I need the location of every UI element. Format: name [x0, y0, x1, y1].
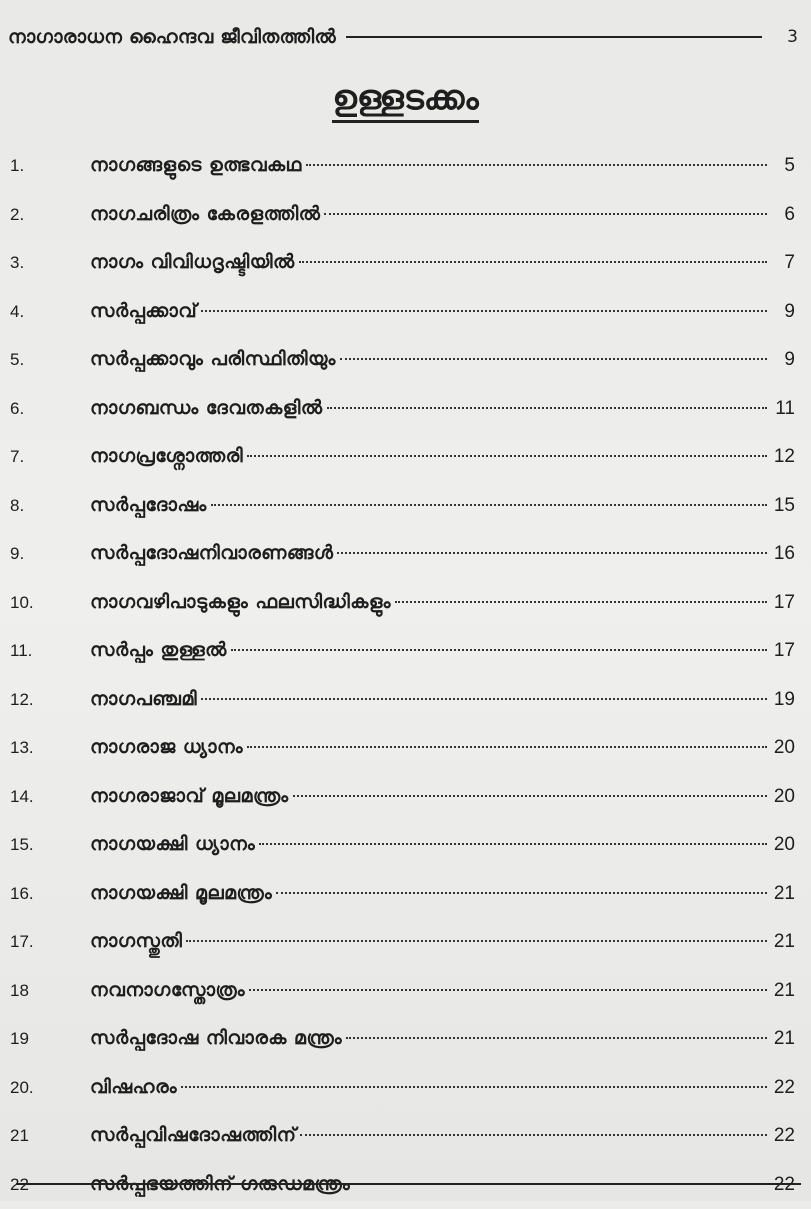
toc-entry-title: നവനാഗസ്തോത്രം [90, 966, 245, 1015]
toc-entry-title: നാഗവഴിപാടുകളും ഫലസിദ്ധികളും [90, 578, 391, 627]
toc-entry-title: നാഗയക്ഷി മൂലമന്ത്രം [90, 869, 272, 918]
toc-entry[interactable] [10, 820, 795, 869]
toc-entry-page: 21 [771, 967, 795, 1016]
toc-entry-number: 4. [10, 288, 90, 337]
toc-entry-page: 22 [771, 1161, 795, 1209]
toc-entry-page: 5 [771, 142, 795, 191]
dot-leader [395, 601, 767, 603]
toc-entry-title: നാഗപ്രശ്നോത്തരി [90, 432, 243, 481]
toc-entry-number: 15. [10, 821, 90, 870]
toc-entry-number: 3. [10, 239, 90, 288]
toc-entry-title: സർപ്പഭയത്തിന് ഗരുഡമന്ത്രം [90, 1160, 350, 1209]
toc-entry-number: 22 [10, 1161, 90, 1209]
toc-entry[interactable] [10, 723, 795, 772]
toc-entry[interactable] [10, 190, 795, 239]
toc-entry-page: 17 [771, 627, 795, 676]
toc-entry-number: 7. [10, 433, 90, 482]
toc-entry-title: സർപ്പം തുള്ളൽ [90, 626, 227, 675]
toc-entry-title: നാഗരാജാവ് മൂലമന്ത്രം [90, 772, 289, 821]
toc-entry-page: 7 [771, 239, 795, 288]
toc-entry-title: സർപ്പക്കാവും പരിസ്ഥിതിയും [90, 335, 336, 384]
dot-leader [324, 213, 767, 215]
toc-entry-page: 22 [771, 1112, 795, 1161]
toc-entry-title: നാഗസ്തുതി [90, 917, 182, 966]
toc-entry[interactable] [10, 578, 795, 627]
toc-entry[interactable] [10, 481, 795, 530]
toc-entry[interactable] [10, 966, 795, 1015]
dot-leader [259, 843, 767, 845]
toc-heading [0, 78, 811, 118]
toc-entry-page: 9 [771, 288, 795, 337]
toc-entry[interactable] [10, 626, 795, 675]
toc-entry-number: 20. [10, 1064, 90, 1113]
toc-entry-page: 6 [771, 191, 795, 240]
dot-leader [249, 989, 767, 991]
toc-entry-page: 20 [771, 821, 795, 870]
dot-leader [247, 455, 767, 457]
dot-leader [299, 261, 767, 263]
dot-leader [346, 1037, 767, 1039]
toc-entry-page: 12 [771, 433, 795, 482]
dot-leader [293, 795, 767, 797]
dot-leader [247, 746, 767, 748]
dot-leader [327, 407, 767, 409]
toc-entry-number: 1. [10, 142, 90, 191]
dot-leader [211, 504, 767, 506]
dot-leader [306, 164, 767, 166]
header-rule [346, 36, 762, 38]
toc-entry-page: 16 [771, 530, 795, 579]
toc-entry[interactable] [10, 238, 795, 287]
toc-entry[interactable] [10, 917, 795, 966]
toc-entry-page: 22 [771, 1064, 795, 1113]
toc-entry-number: 10. [10, 579, 90, 628]
dot-leader [276, 892, 767, 894]
toc-entry-title: നാഗം വിവിധദൃഷ്ടിയിൽ [90, 238, 295, 287]
toc-entry[interactable] [10, 1063, 795, 1112]
toc-entry-page: 21 [771, 1015, 795, 1064]
toc-entry-page: 11 [771, 385, 795, 434]
toc-entry[interactable] [10, 869, 795, 918]
toc-entry-title: നാഗരാജ ധ്യാനം [90, 723, 243, 772]
dot-leader [201, 698, 767, 700]
toc-entry-title: സർപ്പദോഷം [90, 481, 207, 530]
header-title: നാഗാരാധന ഹൈന്ദവ ജീവിതത്തിൽ [8, 26, 336, 48]
toc-entry-number: 21 [10, 1112, 90, 1161]
toc-entry-page: 19 [771, 676, 795, 725]
toc-entry-page: 15 [771, 482, 795, 531]
dot-leader [300, 1134, 767, 1136]
toc-entry-number: 14. [10, 773, 90, 822]
toc-entry[interactable] [10, 384, 795, 433]
toc-entry-number: 2. [10, 191, 90, 240]
running-header [8, 22, 798, 52]
toc-entry[interactable] [10, 432, 795, 481]
toc-entry-number: 5. [10, 336, 90, 385]
dot-leader [186, 940, 767, 942]
toc-entry[interactable] [10, 529, 795, 578]
toc-entry-page: 9 [771, 336, 795, 385]
toc-entry-title: സർപ്പദോഷനിവാരണങ്ങൾ [90, 529, 333, 578]
toc-entry[interactable] [10, 772, 795, 821]
toc-entry[interactable] [10, 141, 795, 190]
toc-heading-text: ഉള്ളടക്കം [332, 78, 478, 123]
toc-entry-page: 17 [771, 579, 795, 628]
toc-entry-title: നാഗപഞ്ചമി [90, 675, 197, 724]
toc-entry[interactable] [10, 287, 795, 336]
toc-entry-title: സർപ്പവിഷദോഷത്തിന് [90, 1111, 296, 1160]
dot-leader [181, 1086, 767, 1088]
toc-entry-page: 21 [771, 870, 795, 919]
dot-leader [201, 310, 767, 312]
header-page-number: 3 [776, 27, 798, 47]
toc-entry-title: സർപ്പദോഷ നിവാരക മന്ത്രം [90, 1014, 342, 1063]
toc-entry-page: 20 [771, 724, 795, 773]
dot-leader [337, 552, 767, 554]
footer-rule [16, 1183, 801, 1185]
toc-entry-page: 21 [771, 918, 795, 967]
toc-entry-number: 12. [10, 676, 90, 725]
toc-entry-title: നാഗങ്ങളുടെ ഉത്ഭവകഥ [90, 141, 302, 190]
toc-entry-number: 16. [10, 870, 90, 919]
toc-entry-page: 20 [771, 773, 795, 822]
toc-entry-title: വിഷഹരം [90, 1063, 177, 1112]
toc-entry-number: 19 [10, 1015, 90, 1064]
toc-entry-title: സർപ്പക്കാവ് [90, 287, 197, 336]
toc-entry-number: 6. [10, 385, 90, 434]
toc-entry[interactable] [10, 1111, 795, 1160]
dot-leader [340, 358, 767, 360]
toc-entry-number: 11. [10, 627, 90, 676]
toc-entry-number: 18 [10, 967, 90, 1016]
toc-entry[interactable] [10, 1014, 795, 1063]
toc-entry-title: നാഗയക്ഷി ധ്യാനം [90, 820, 255, 869]
toc-entry-title: നാഗബന്ധം ദേവതകളിൽ [90, 384, 323, 433]
toc-entry-number: 17. [10, 918, 90, 967]
dot-leader [231, 649, 767, 651]
toc-entry[interactable] [10, 675, 795, 724]
toc-entry-number: 9. [10, 530, 90, 579]
toc-entry[interactable] [10, 335, 795, 384]
table-of-contents [10, 141, 795, 1208]
toc-entry-title: നാഗചരിത്രം കേരളത്തിൽ [90, 190, 320, 239]
toc-entry-number: 13. [10, 724, 90, 773]
toc-entry-number: 8. [10, 482, 90, 531]
